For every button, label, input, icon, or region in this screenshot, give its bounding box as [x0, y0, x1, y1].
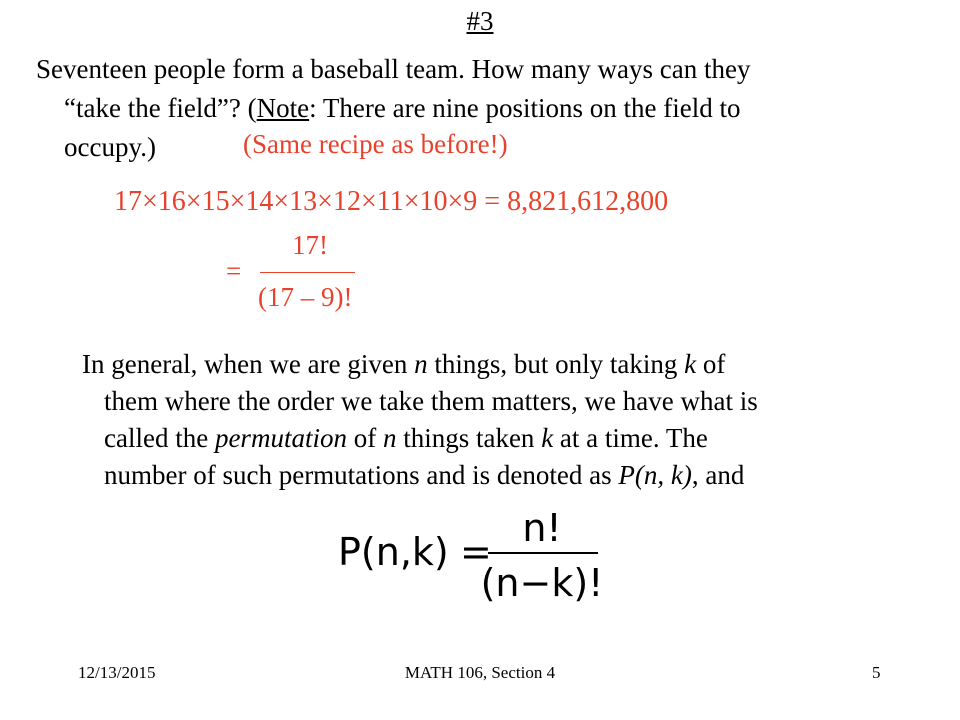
recipe-note: (Same recipe as before!)	[243, 129, 508, 159]
general-text: things, but only taking	[427, 349, 685, 379]
general-text: number of such permutations and is denoted as	[104, 460, 619, 490]
page-number: 5	[872, 663, 881, 682]
slide-title: #3	[466, 6, 494, 36]
general-text: things taken	[396, 423, 542, 453]
permutation-term: permutation	[214, 423, 347, 453]
permutation-notation: P(n, k)	[618, 460, 692, 490]
footer-course: MATH 106, Section 4	[404, 663, 556, 682]
general-line-1	[82, 346, 942, 383]
general-text: called the	[104, 423, 215, 453]
general-text: of	[346, 423, 383, 453]
formula-lhs: P(n,k)	[338, 530, 449, 574]
general-line-3	[82, 420, 942, 457]
variable-k: k	[541, 423, 554, 453]
problem-line-2-start: “take the field”? (	[64, 93, 257, 123]
variable-n: n	[414, 349, 428, 379]
general-definition	[82, 346, 942, 494]
general-text: , and	[691, 460, 745, 490]
general-text: at a time. The	[553, 423, 708, 453]
general-text: of	[696, 349, 726, 379]
problem-line-2	[36, 89, 916, 128]
fraction-denominator: (17 – 9)!	[258, 282, 353, 312]
note-label: Note	[256, 93, 310, 123]
formula-numerator: n!	[522, 506, 562, 550]
fraction-equals-sign: =	[226, 256, 242, 286]
general-text: In general, when we are given	[82, 349, 415, 379]
variable-n: n	[382, 423, 397, 453]
fraction-numerator: 17!	[292, 230, 328, 260]
general-line-4	[82, 457, 942, 494]
problem-line-2-end: : There are nine positions on the field to	[309, 93, 741, 123]
general-line-2: them where the order we take them matters, we have what is	[104, 386, 758, 416]
variable-k: k	[684, 349, 697, 379]
formula-denominator: (n−k)!	[480, 561, 604, 605]
problem-line-3: occupy.)	[64, 132, 156, 162]
product-calculation: 17×16×15×14×13×12×11×10×9 = 8,821,612,800	[114, 186, 669, 217]
problem-line-1: Seventeen people form a baseball team. How many ways can they	[36, 54, 751, 84]
fraction-bar	[260, 272, 355, 273]
formula-equals: =	[460, 530, 492, 574]
permutation-formula	[336, 503, 606, 613]
footer-date: 12/13/2015	[78, 663, 156, 682]
